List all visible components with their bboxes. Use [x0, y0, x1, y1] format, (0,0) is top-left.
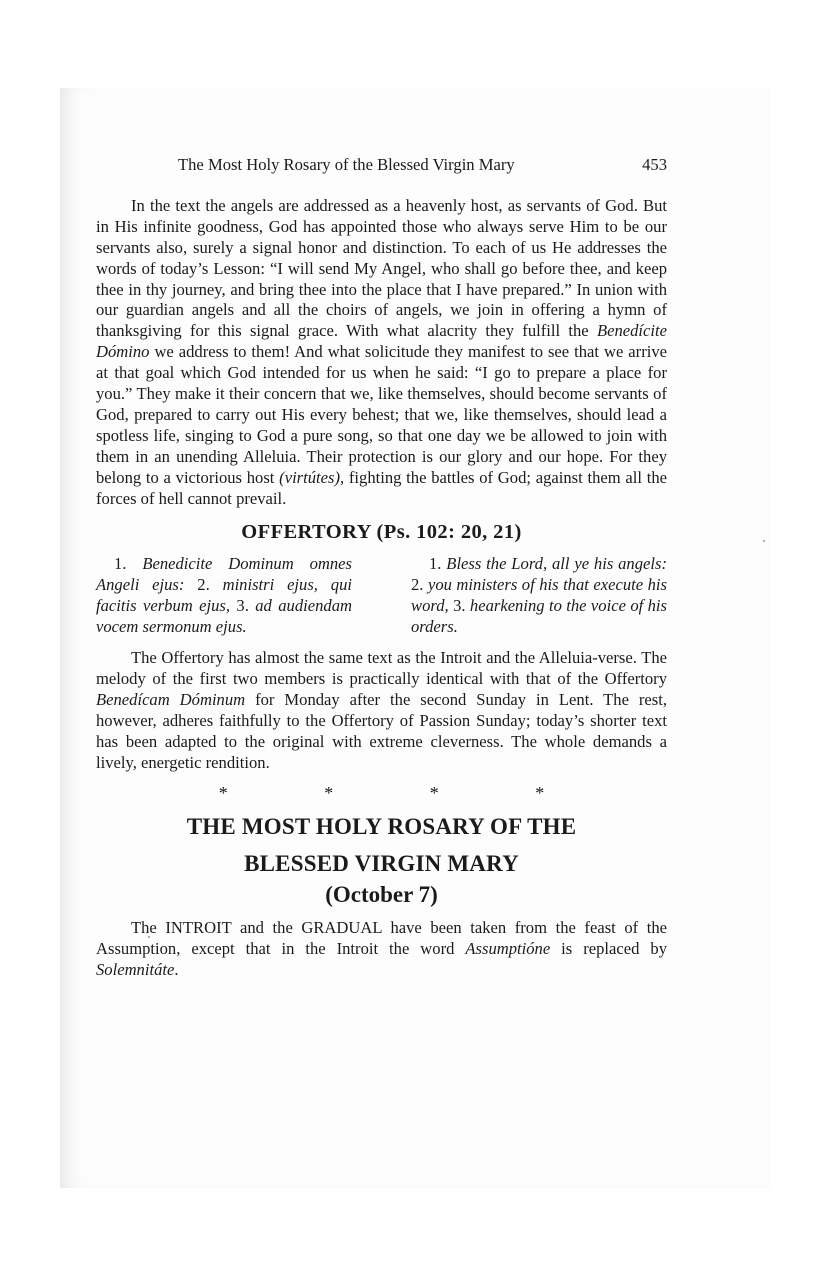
- verse-text: ad audiendam vocem sermonum ejus.: [96, 596, 352, 637]
- page-content: [96, 155, 667, 981]
- text-run: The Offertory has almost the same text as the Introit and the Alleluia-verse. The melody of the first two members is practically identical with that of the Offertory: [96, 648, 667, 688]
- text-run: fighting the battles of God; against them all the forces of hell cannot prevail.: [96, 467, 667, 508]
- italic-run: (virtútes),: [279, 467, 345, 487]
- verse-text: Bless the Lord, all ye his angels:: [441, 554, 667, 574]
- page-number: 453: [642, 155, 667, 174]
- text-run: The INTROIT and the GRADUAL have been taken from the feast of the Assumption, except that in the Introit the word: [96, 918, 667, 959]
- offertory-columns: [96, 554, 667, 638]
- body-paragraph-2: [96, 648, 667, 773]
- verse-number: 3.: [453, 596, 466, 616]
- verse-text: ministri ejus, qui facitis verbum ejus,: [96, 575, 352, 616]
- running-head: [96, 155, 667, 176]
- text-run: In the text the angels are addressed as a heavenly host, as servants of God. But in His infinite goodness, God has appointed those who always serve Him to be our servants also, surely a signal honor and distinction. To each of us He addresses the words of today’s Lesson: “I will send My Angel, who shall go before thee, and keep thee in thy journey, and bring thee into the place that I have prepared.” In union with our guardian angels and all the choirs of angels, we join in offering a hymn of thanksgiving for this signal grace. With what alacrity they fulfill the: [96, 195, 667, 341]
- text-run: is replaced by: [550, 939, 667, 959]
- verse-text: Benedicite Dominum omnes Angeli ejus:: [96, 554, 352, 595]
- feast-date: (October 7): [325, 882, 438, 908]
- verse-number: 2.: [411, 575, 424, 595]
- scan-speck: [763, 540, 765, 542]
- feast-title-line-2: BLESSED VIRGIN MARY: [244, 851, 519, 877]
- italic-run: Assumptióne: [465, 939, 551, 959]
- feast-title-line-1: THE MOST HOLY ROSARY OF THE: [186, 814, 577, 840]
- text-run: .: [174, 960, 179, 980]
- italic-run: Benedícite Dómino: [96, 321, 667, 362]
- verse-number: 1.: [114, 554, 127, 574]
- running-head-title: The Most Holy Rosary of the Blessed Virgin Mary: [178, 155, 515, 174]
- body-paragraph-1: [96, 196, 667, 510]
- text-run: we address to them! And what solicitude they manifest to see that we arrive at that goal which God intended for us when he said: “I go to prepare a place for you.” They make it their concern that we, like themselves, should become servants of God, prepared to carry out His every behest; that we, like themselves, should lead a spotless life, singing to God a pure song, so that one day we be allowed to join with them in an unending Alleluia. Their protection is our glory and our hope. For they belong to a victorious host: [96, 342, 667, 487]
- italic-run: Solemnitáte: [96, 960, 175, 980]
- verse-text: hearkening to the voice of his orders.: [411, 596, 667, 637]
- verse-number: 3.: [236, 596, 249, 616]
- section-separator: * * * *: [218, 783, 591, 804]
- english-column: [411, 554, 667, 638]
- latin-column: [96, 554, 352, 638]
- verse-text: you ministers of his that execute his word,: [411, 575, 667, 616]
- italic-run: Benedícam Dóminum: [96, 689, 246, 709]
- verse-number: 2.: [197, 575, 210, 595]
- text-run: for Monday after the second Sunday in Lent. The rest, however, adheres faithfully to the Offertory of Passion Sunday; today’s shorter text has been adapted to the original with extreme cleverness. The whole demands a lively, energetic rendition.: [96, 689, 667, 772]
- offertory-heading: OFFERTORY (Ps. 102: 20, 21): [241, 520, 522, 543]
- body-paragraph-3: [96, 918, 667, 981]
- verse-number: 1.: [429, 554, 442, 574]
